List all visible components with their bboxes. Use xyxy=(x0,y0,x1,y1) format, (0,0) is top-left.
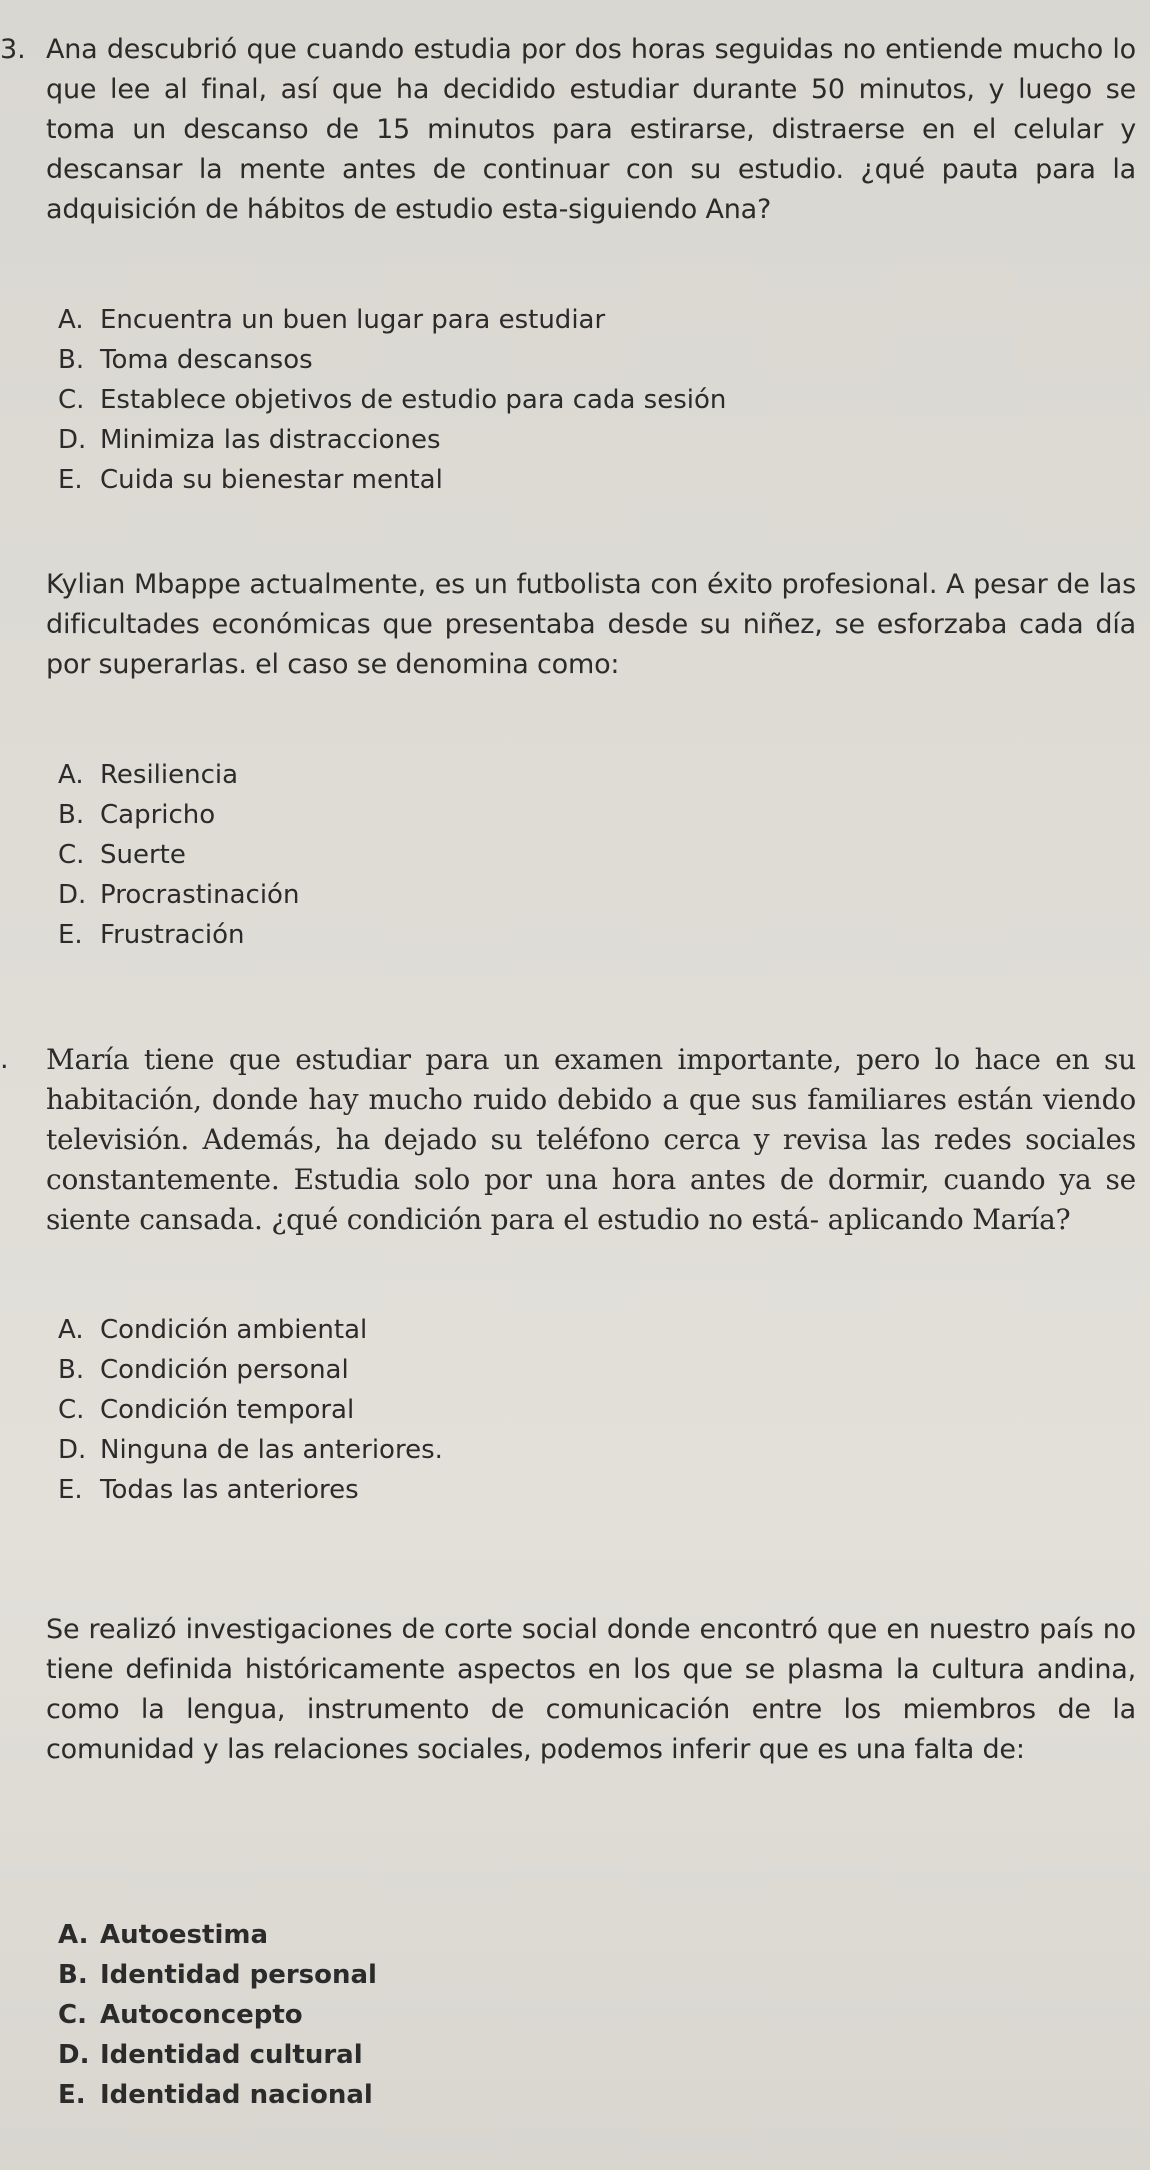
option-c[interactable]: C. Establece objetivos de estudio para cada sesión xyxy=(58,385,727,415)
option-d[interactable]: D. Minimiza las distracciones xyxy=(58,425,441,455)
option-a[interactable]: A. Resiliencia xyxy=(58,760,239,790)
option-e[interactable]: E. Identidad nacional xyxy=(58,2080,373,2110)
option-b[interactable]: B. Condición personal xyxy=(58,1355,349,1385)
options-list xyxy=(58,300,726,500)
option-a[interactable]: A. Encuentra un buen lugar para estudiar xyxy=(58,305,606,335)
option-d[interactable]: D. Identidad cultural xyxy=(58,2040,363,2070)
question-number: 3. xyxy=(0,34,26,65)
option-a[interactable]: A. Condición ambiental xyxy=(58,1315,368,1345)
option-b[interactable]: B. Capricho xyxy=(58,800,216,830)
options-list xyxy=(58,755,299,955)
question-text: Kylian Mbappe actualmente, es un futbolista con éxito profesional. A pesar de las dificultades económicas que presentaba desde su niñez, se esforzaba cada día por superarlas. el caso se denomina como: xyxy=(46,569,1136,680)
option-c[interactable]: C. Condición temporal xyxy=(58,1395,355,1425)
option-b[interactable]: B. Toma descansos xyxy=(58,345,313,375)
question-text: Ana descubrió que cuando estudia por dos horas seguidas no entiende mucho lo que lee al final, así que ha decidido estudiar durante 50 minutos, y luego se toma un descanso de 15 minutos para estirarse, distraerse en el celular y descansar la mente antes de continuar con su estudio. ¿qué pauta para la adquisición de hábitos de estudio esta-siguiendo Ana? xyxy=(46,34,1136,225)
option-c[interactable]: C. Suerte xyxy=(58,840,186,870)
option-c[interactable]: C. Autoconcepto xyxy=(58,2000,303,2030)
options-list xyxy=(58,1915,377,2115)
option-e[interactable]: E. Cuida su bienestar mental xyxy=(58,465,443,495)
option-e[interactable]: E. Todas las anteriores xyxy=(58,1475,359,1505)
question-text: Se realizó investigaciones de corte social donde encontró que en nuestro país no tiene definida históricamente aspectos en los que se plasma la cultura andina, como la lengua, instrumento de comunicación entre los miembros de la comunidad y las relaciones sociales, podemos inferir que es una falta de: xyxy=(46,1614,1136,1765)
option-d[interactable]: D. Procrastinación xyxy=(58,880,300,910)
option-b[interactable]: B. Identidad personal xyxy=(58,1960,377,1990)
question-number: . xyxy=(0,1044,9,1075)
option-d[interactable]: D. Ninguna de las anteriores. xyxy=(58,1435,443,1465)
options-list xyxy=(58,1310,443,1510)
option-e[interactable]: E. Frustración xyxy=(58,920,245,950)
option-a[interactable]: A. Autoestima xyxy=(58,1920,269,1950)
question-text: María tiene que estudiar para un examen importante, pero lo hace en su habitación, donde hay mucho ruido debido a que sus familiares están viendo televisión. Además, ha dejado su teléfono cerca y revisa las redes sociales constantemente. Estudia solo por una hora antes de dormir, cuando ya se siente cansada. ¿qué condición para el estudio no está- aplicando María? xyxy=(46,1043,1136,1236)
